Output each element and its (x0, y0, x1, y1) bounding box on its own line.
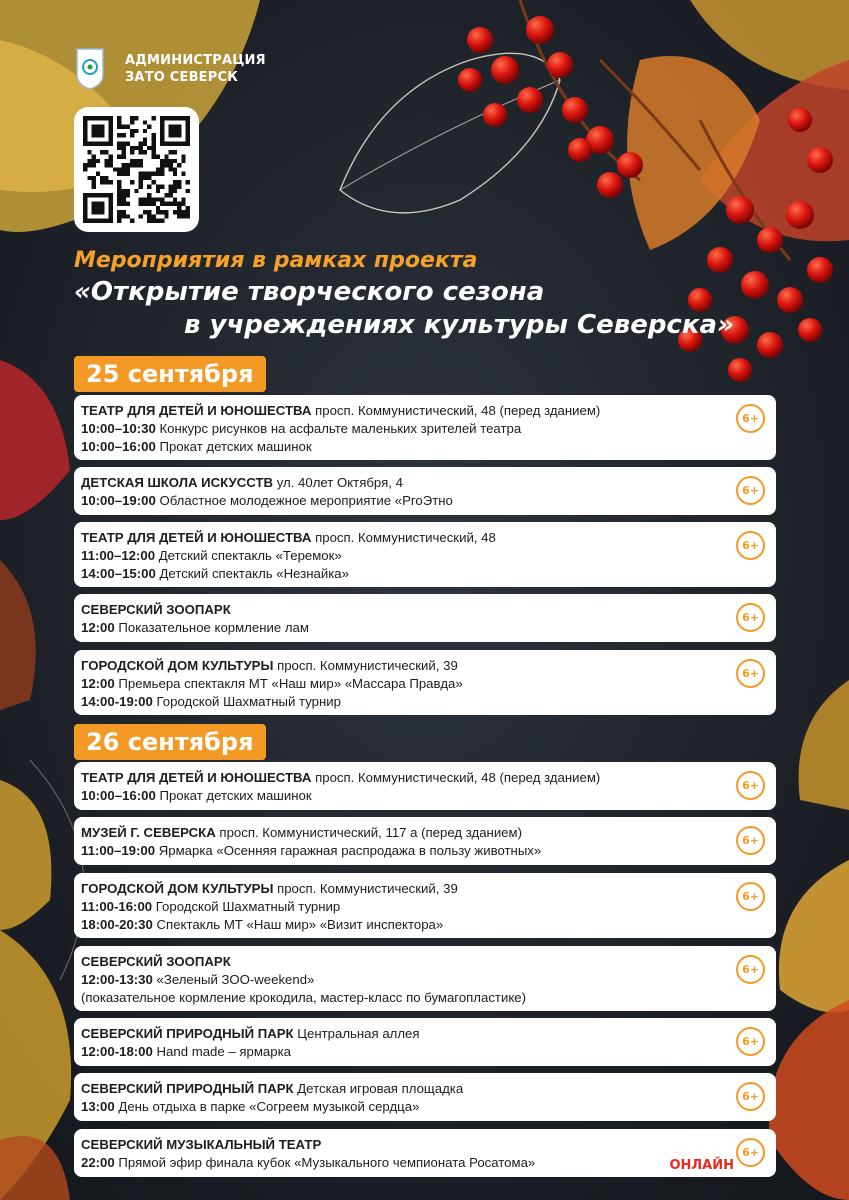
event-desc: Областное молодежное мероприятие «РгоЭтно (159, 493, 453, 508)
org-name-line1: АДМИНИСТРАЦИЯ (125, 53, 266, 68)
event-card (74, 762, 776, 810)
page-title (74, 246, 734, 342)
event-desc: Показательное кормление лам (118, 620, 309, 635)
event-desc: Прямой эфир финала кубок «Музыкального чемпионата Росатома» (118, 1155, 536, 1170)
title-line2: «Открытие творческого сезона (74, 277, 545, 307)
event-time: 22:00 (81, 1155, 115, 1170)
event-address: просп. Коммунистический, 48 (перед зданием) (315, 403, 601, 418)
event-time: 11:00–19:00 (81, 843, 156, 858)
event-time: 18:00-20:30 (81, 917, 153, 932)
event-venue: СЕВЕРСКИЙ ПРИРОДНЫЙ ПАРК (81, 1081, 294, 1096)
age-rating-badge: 6+ (736, 826, 765, 855)
event-desc: День отдыха в парке «Согреем музыкой сердца» (118, 1099, 420, 1114)
event-venue: СЕВЕРСКИЙ ЗООПАРК (81, 954, 231, 969)
coat-of-arms-icon (75, 47, 105, 91)
event-desc: Hand made – ярмарка (156, 1044, 291, 1059)
age-rating-badge: 6+ (736, 771, 765, 800)
event-time: 10:00–10:30 (81, 421, 156, 436)
event-time: 14:00-19:00 (81, 694, 153, 709)
event-venue: ТЕАТР ДЛЯ ДЕТЕЙ И ЮНОШЕСТВА (81, 770, 312, 785)
age-rating-badge: 6+ (736, 882, 765, 911)
event-venue: ГОРОДСКОЙ ДОМ КУЛЬТУРЫ (81, 658, 274, 673)
event-time: 14:00–15:00 (81, 566, 156, 581)
event-address: просп. Коммунистический, 39 (277, 881, 458, 896)
title-line3: в учреждениях культуры Северска» (184, 310, 734, 340)
event-desc: Прокат детских машинок (159, 788, 312, 803)
org-name-line2: ЗАТО СЕВЕРСК (125, 70, 239, 85)
age-rating-badge: 6+ (736, 955, 765, 984)
age-rating-badge: 6+ (736, 1082, 765, 1111)
event-time: 11:00–12:00 (81, 548, 156, 563)
event-card (74, 873, 776, 938)
age-rating-badge: 6+ (736, 531, 765, 560)
event-desc: (показательное кормление крокодила, мастер-класс по бумагопластике) (81, 990, 526, 1005)
event-time: 12:00 (81, 676, 115, 691)
event-card (74, 467, 776, 515)
event-venue: ДЕТСКАЯ ШКОЛА ИСКУССТВ (81, 475, 274, 490)
event-desc: Ярмарка «Осенняя гаражная распродажа в пользу животных» (158, 843, 542, 858)
date-heading-day2: 26 сентября (74, 724, 266, 760)
qr-code-icon (83, 116, 190, 223)
event-time: 13:00 (81, 1099, 115, 1114)
event-address: просп. Коммунистический, 39 (277, 658, 458, 673)
age-rating-badge: 6+ (736, 476, 765, 505)
event-time: 12:00-13:30 (81, 972, 153, 987)
organization-logo (75, 47, 266, 91)
event-desc: Городской Шахматный турнир (156, 694, 341, 709)
event-time: 11:00-16:00 (81, 899, 153, 914)
event-desc: Детский спектакль «Незнайка» (159, 566, 349, 581)
event-card (74, 1018, 776, 1066)
event-venue: СЕВЕРСКИЙ МУЗЫКАЛЬНЫЙ ТЕАТР (81, 1137, 322, 1152)
event-venue: СЕВЕРСКИЙ ЗООПАРК (81, 602, 231, 617)
event-address: Центральная аллея (297, 1026, 420, 1041)
event-time: 10:00–16:00 (81, 439, 156, 454)
event-desc: «Зеленый ЗОО-weekend» (156, 972, 315, 987)
event-card (74, 395, 776, 460)
age-rating-badge: 6+ (736, 603, 765, 632)
event-time: 12:00 (81, 620, 115, 635)
event-time: 10:00–19:00 (81, 493, 156, 508)
event-card (74, 594, 776, 642)
age-rating-badge: 6+ (736, 404, 765, 433)
age-rating-badge: 6+ (736, 659, 765, 688)
event-venue: ТЕАТР ДЛЯ ДЕТЕЙ И ЮНОШЕСТВА (81, 530, 312, 545)
event-address: просп. Коммунистический, 117 а (перед зданием) (219, 825, 522, 840)
event-venue: СЕВЕРСКИЙ ПРИРОДНЫЙ ПАРК (81, 1026, 294, 1041)
event-desc: Спектакль МТ «Наш мир» «Визит инспектора» (156, 917, 444, 932)
event-desc: Детский спектакль «Теремок» (158, 548, 342, 563)
title-line1: Мероприятия в рамках проекта (74, 248, 478, 273)
event-time: 10:00–16:00 (81, 788, 156, 803)
event-card (74, 1129, 776, 1177)
event-venue: ТЕАТР ДЛЯ ДЕТЕЙ И ЮНОШЕСТВА (81, 403, 312, 418)
qr-code[interactable] (74, 107, 199, 232)
event-venue: ГОРОДСКОЙ ДОМ КУЛЬТУРЫ (81, 881, 274, 896)
event-desc: Конкурс рисунков на асфальте маленьких зрителей театра (159, 421, 522, 436)
event-time: 12:00-18:00 (81, 1044, 153, 1059)
event-address: ул. 40лет Октября, 4 (276, 475, 403, 490)
event-venue: МУЗЕЙ Г. СЕВЕРСКА (81, 825, 216, 840)
event-card (74, 650, 776, 715)
event-desc: Прокат детских машинок (159, 439, 312, 454)
event-desc: Городской Шахматный турнир (155, 899, 341, 914)
event-address: просп. Коммунистический, 48 (перед зданием) (315, 770, 601, 785)
event-address: просп. Коммунистический, 48 (315, 530, 496, 545)
event-card (74, 522, 776, 587)
event-address: Детская игровая площадка (297, 1081, 464, 1096)
event-desc: Премьера спектакля МТ «Наш мир» «Массара Правда» (118, 676, 463, 691)
event-card (74, 1073, 776, 1121)
age-rating-badge: 6+ (736, 1027, 765, 1056)
event-card (74, 946, 776, 1011)
age-rating-badge: 6+ (736, 1138, 765, 1167)
online-badge: ОНЛАЙН (669, 1158, 734, 1173)
event-card (74, 817, 776, 865)
date-heading-day1: 25 сентября (74, 356, 266, 392)
